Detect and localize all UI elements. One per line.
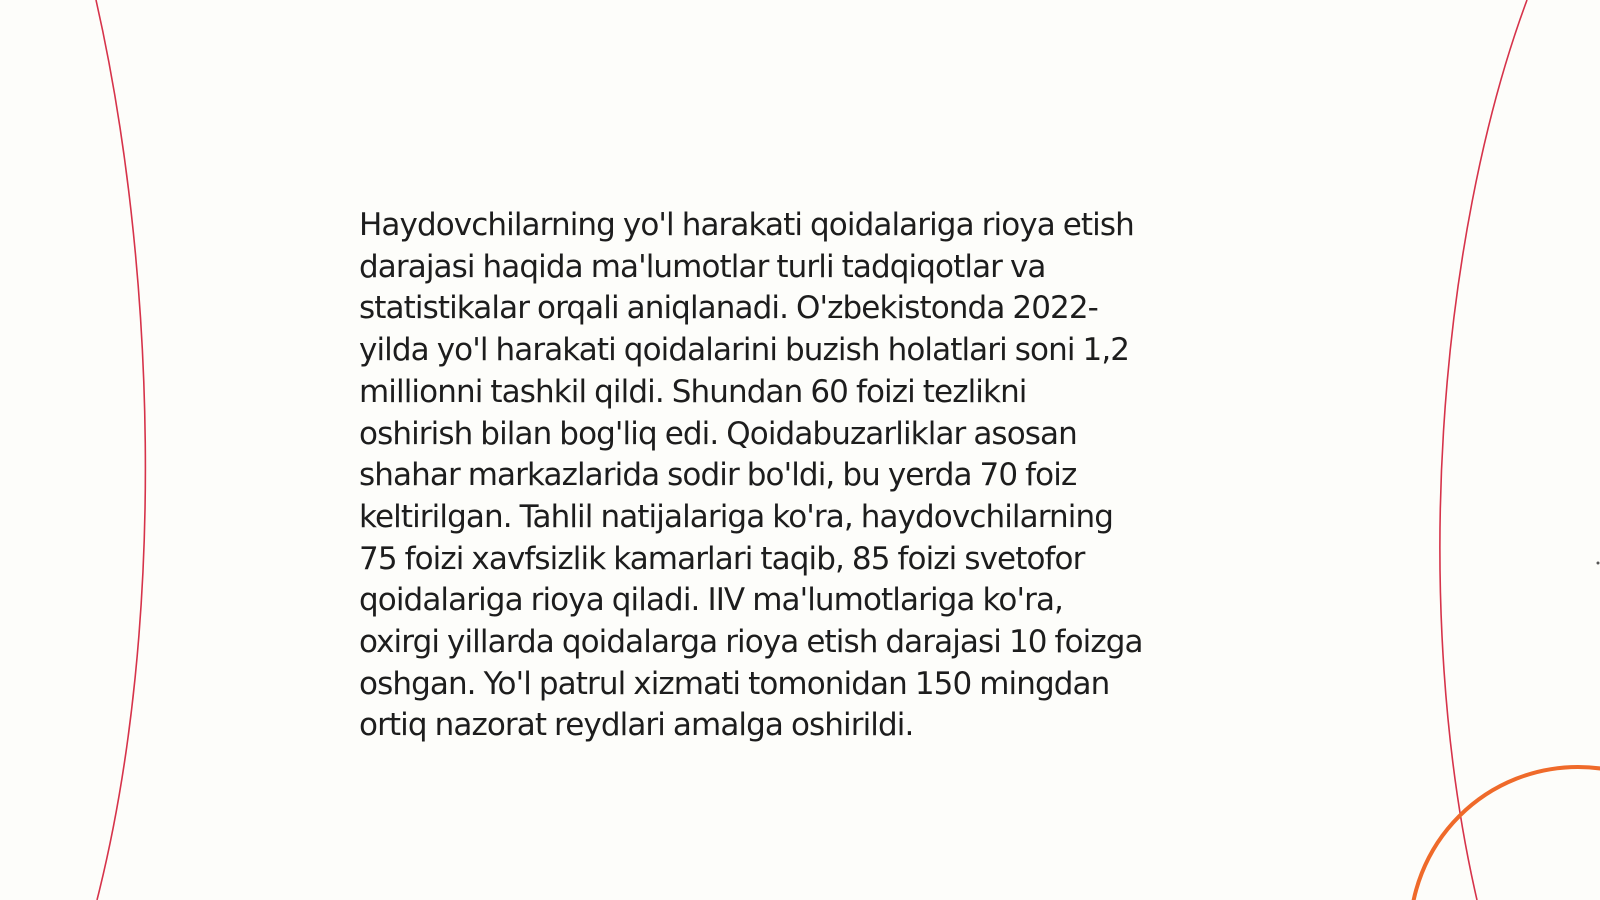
orange-circle-arc	[1410, 767, 1600, 900]
left-curve	[96, 0, 145, 900]
body-paragraph: Haydovchilarning yo'l harakati qoidalariga rioya etish darajasi haqida ma'lumotlar turli tadqiqotlar va statistikalar orqali aniqlanadi. O'zbekistonda 2022- yilda yo'l harakati qoidalarini buzish holatlari soni 1,2 millionni tashkil qildi. Shundan 60 foizi tezlikni oshirish bilan bog'liq edi. Qoidabuzarliklar asosan shahar markazlarida sodir bo'ldi, bu yerda 70 foiz keltirilgan. Tahlil natijalariga ko'ra, haydovchilarning 75 foizi xavfsizlik kamarlari taqib, 85 foizi svetofor qoidalariga rioya qiladi. IIV ma'lumotlariga ko'ra, oxirgi yillarda qoidalarga rioya etish darajasi 10 foizga oshgan. Yo'l patrul xizmati tomonidan 150 mingdan ortiq nazorat reydlari amalga oshirildi.	[359, 207, 1143, 744]
right-curve	[1440, 0, 1527, 900]
edge-dot	[1597, 562, 1600, 565]
